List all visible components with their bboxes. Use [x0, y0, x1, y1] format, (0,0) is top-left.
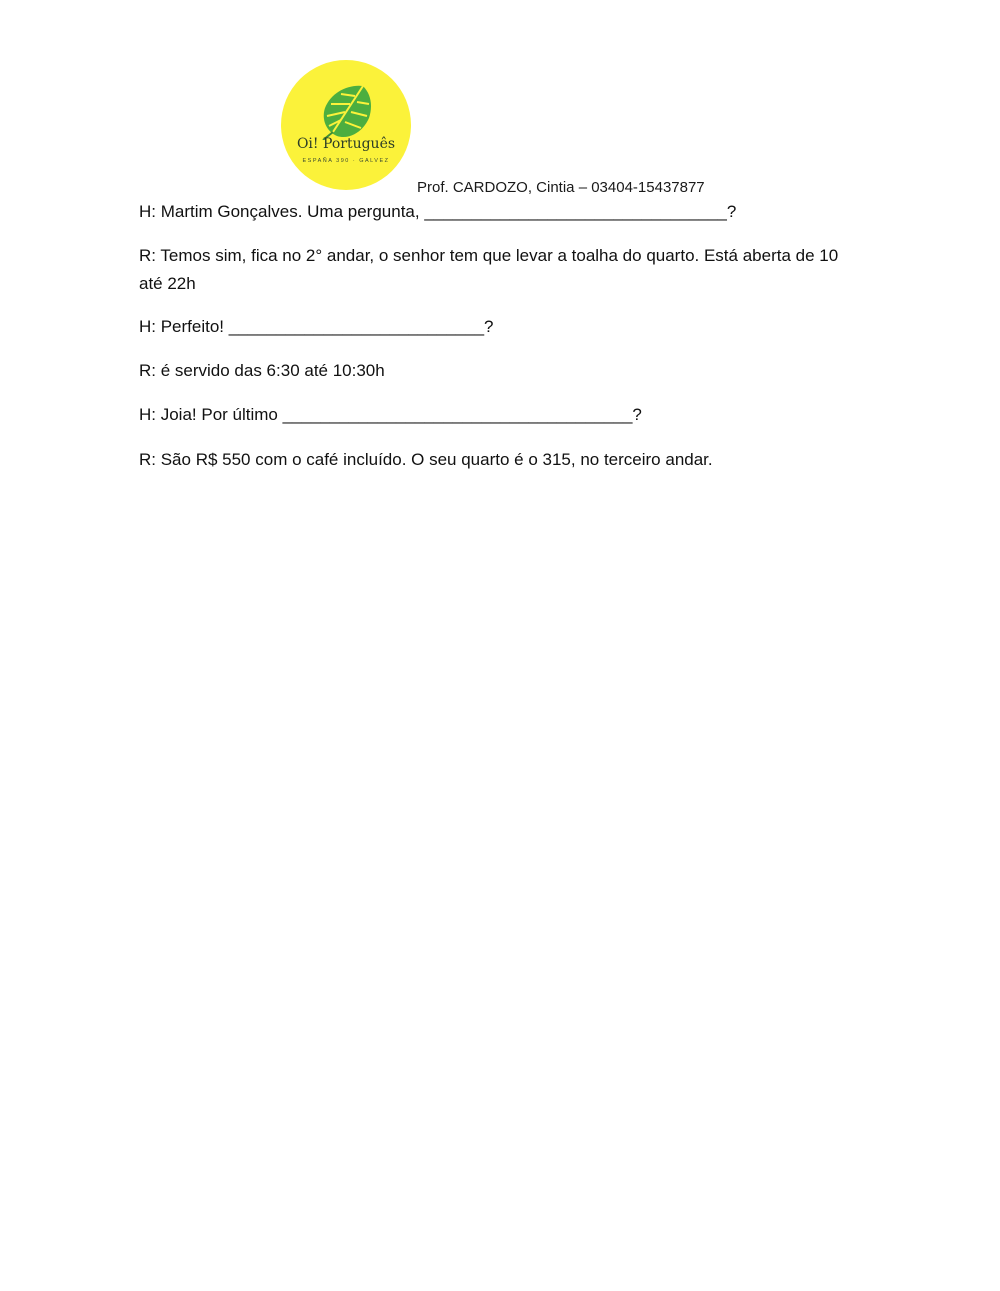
monstera-leaf-icon — [319, 82, 373, 140]
school-logo — [281, 60, 411, 190]
logo-subtitle: ESPAÑA 390 · GALVEZ — [302, 158, 390, 164]
dialogue-line: H: Joia! Por último _____________________________________? — [139, 405, 642, 424]
dialogue-line: R: São R$ 550 com o café incluído. O seu quarto é o 315, no terceiro andar. — [139, 450, 713, 469]
dialogue-line: R: Temos sim, fica no 2° andar, o senhor tem que levar a toalha do quarto. Está aberta de 10 até 22h — [139, 246, 839, 293]
teacher-info: Prof. CARDOZO, Cintia – 03404-15437877 — [417, 179, 705, 196]
dialogue-line: H: Martim Gonçalves. Uma pergunta, ________________________________? — [139, 202, 737, 221]
logo-title: Oi! Português — [296, 136, 396, 152]
dialogue-line: H: Perfeito! ___________________________? — [139, 317, 494, 336]
dialogue-line: R: é servido das 6:30 até 10:30h — [139, 361, 385, 380]
